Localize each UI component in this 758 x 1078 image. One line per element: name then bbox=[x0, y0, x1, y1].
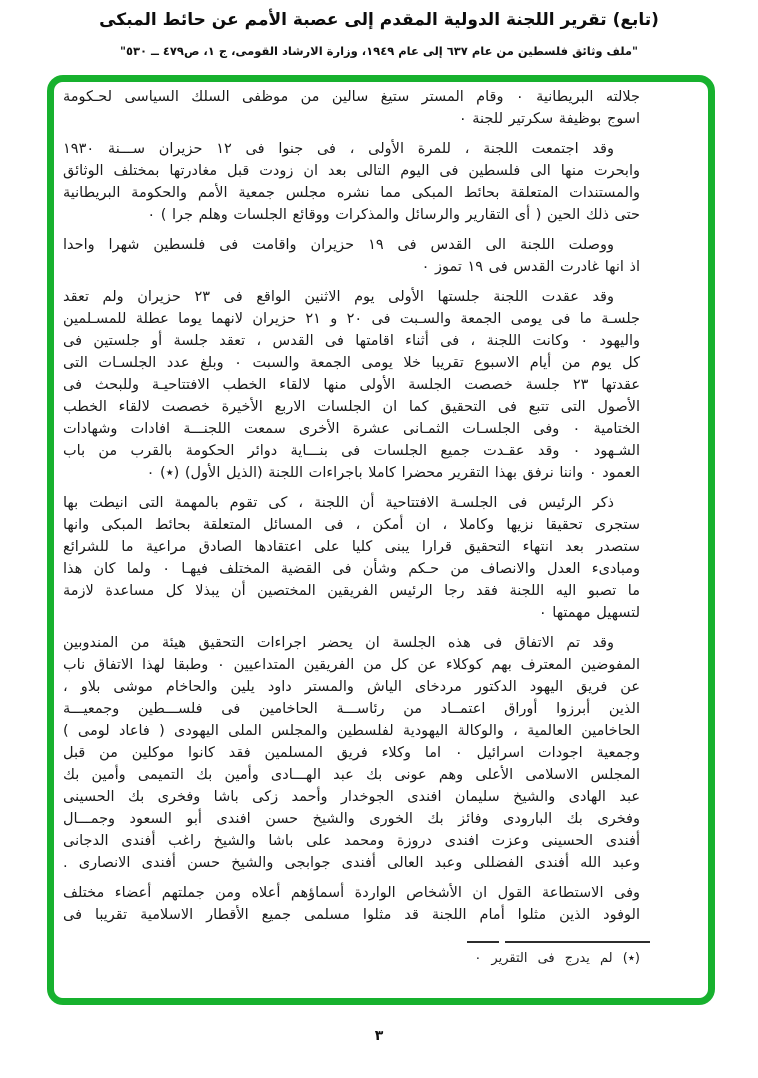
paragraph bbox=[63, 234, 640, 278]
text-line: واليهود ٠ وكانت اللجنة ، فى أثناء اقامتها فى القدس ، تعقد جلسة أو جلستين فى bbox=[63, 333, 640, 349]
text-line: عن فريق اليهود الدكتور مردخاى الياش والمستر داود يلين والحاخام موشى بلاو ، bbox=[63, 679, 640, 695]
text-line: وفى الاستطاعة القول ان الأشخاص الواردة أسماؤهم أعلاه ومن جملتهم أعضاء مختلف bbox=[63, 885, 640, 901]
text-line: المفوضين المعترف بهم كوكلاء عن كل من الفريقين المتداعيين ٠ وطبقا لهذا الاتفاق ناب bbox=[63, 657, 640, 673]
paragraph bbox=[63, 882, 640, 926]
text-line: الختامية ٠ وفى الجلسـات الثمـانى عشرة الأخرى سمعت اللجنـــة افادات وشهادات bbox=[63, 421, 640, 437]
text-line: الشـهود ٠ وقد عقـدت جميع الجلسات فى بنـــاية دوائر الحكومة بالقرب من باب bbox=[63, 443, 641, 459]
text-line: ووصلت اللجنة الى القدس فى ١٩ حزيران واقامت فى فلسطين شهرا واحدا bbox=[63, 237, 614, 253]
source-citation: "ملف وثائق فلسطين من عام ٦٣٧ إلى عام ١٩٤٩، وزارة الارشاد القومى، ج ١، ص٤٧٩ ــ ٥٣٠" bbox=[119, 44, 639, 58]
text-line: وقد عقدت اللجنة جلستها الأولى يوم الاثنين الواقع فى ٢٣ حزيران ولم تعقد bbox=[63, 289, 614, 305]
text-line: وجمعية اجودات اسرائيل ٠ اما وكلاء فريق المسلمين فقد كانوا موكلين من قبل bbox=[63, 745, 640, 761]
document-body bbox=[63, 86, 640, 926]
text-line: ستجرى تحقيقا نزيها وكاملا ، ان أمكن ، فى المسائل المتعلقة بحائط المبكى وانها bbox=[63, 517, 640, 533]
footnote-text: (٭) لم يدرج فى التقرير ٠ bbox=[474, 951, 640, 966]
paragraph bbox=[63, 632, 640, 874]
text-line: وقد تم الاتفاق فى هذه الجلسة ان يحضر اجراءات التحقيق هيئة من المندوبين bbox=[63, 635, 614, 651]
paragraph bbox=[63, 286, 640, 484]
page-number: ٣ bbox=[374, 1028, 384, 1044]
footnote-separator-segment bbox=[467, 941, 499, 943]
text-line: ومبادىء العدل والانصاف من حـكم وشأن فى القضية المختلف فيهـا ٠ ولما كان هذا bbox=[63, 561, 640, 577]
text-line: وعبد الله أفندى الفضللى وعبد العالى أفندى جوابجى والشيخ حسن أفندى الانصارى . bbox=[63, 855, 640, 871]
text-line: الذين أبرزوا أوراق اعتمــاد من رئاســـة الحاخامين فى فلســـطين وجمعيـــة bbox=[63, 701, 640, 717]
text-line: عقدتها ٢٣ جلسة خصصت الجلسة الأولى منها لالقاء الخطب الافتتاحيـة وللبحث فى bbox=[63, 377, 640, 393]
footnote-separator-segment bbox=[505, 941, 650, 943]
text-line: العمود ٠ واننا نرفق بهذا التقرير محضرا كاملا باجراءات اللجنة (الذيل الأول) (٭) ٠ bbox=[146, 465, 640, 481]
text-line: ما تصبو اليه اللجنة فقد رجا الرئيس الفريقين المختصين أن يبذلا كل مساعدة لازمة bbox=[63, 583, 640, 599]
text-line: والمستندات المتعلقة بحائط المبكى مما نشره مجلس جمعية الأمم والحكومة البريطانية bbox=[63, 185, 640, 201]
text-line: وابحرت منها الى فلسطين فى اليوم التالى بعد ان زودت قبل مغادرتها بمختلف الوثائق bbox=[63, 163, 640, 179]
paragraph bbox=[63, 86, 640, 130]
text-line: وفخرى بك البارودى وفائز بك الخورى والشيخ حسن افندى أبو السعود وجمـــال bbox=[63, 811, 640, 827]
text-line: اذ انها غادرت القدس فى ١٩ تموز ٠ bbox=[421, 259, 640, 275]
text-line: ستصدر بعد انتهاء التحقيق قرارا يبنى كليا على اعتقادها الصادق مراعية ما للشرائع bbox=[63, 539, 640, 555]
text-line: الأصول التى تتبع فى التحقيق كما ان الجلسات الاربع الأخيرة خصصت لالقاء الخطب bbox=[63, 399, 640, 415]
text-line: أفندى الحسينى وعزت افندى دروزة ومحمد على باشا والشيخ راغب أفندى الدجانى bbox=[63, 833, 640, 849]
text-line: وقد اجتمعت اللجنة ، للمرة الأولى ، فى جنوا فى ١٢ حزيران ســـنة ١٩٣٠ bbox=[63, 141, 614, 157]
text-line: ذكر الرئيس فى الجلسـة الافتتاحية أن اللجنة ، كى تقوم بالمهمة التى انيطت بها bbox=[63, 495, 614, 511]
text-line: لتسهيل مهمتها ٠ bbox=[538, 605, 640, 621]
text-line: كل يوم من أيام الاسبوع تقريبا خلا يومى الجمعة والسبت ٠ وبلغ عدد الجلسـات التى bbox=[63, 355, 640, 371]
page-title: (تابع) تقرير اللجنة الدولية المقدم إلى عصبة الأمم عن حائط المبكى bbox=[99, 10, 659, 30]
text-line: جلسـة ما فى يومى الجمعة والسـبت فى ٢٠ و ٢١ حزيران لانهما يوما عطلة للمسـلمين bbox=[63, 311, 640, 327]
text-line: المجلس الاسلامى الأعلى وهم عونى بك عبد الهـــادى وأمين بك التميمى وأمين بك bbox=[63, 767, 640, 783]
text-line: الوفود الذين مثلوا أمام اللجنة قد مثلوا مسلمى جميع الأقطار الاسلامية تقريبا فى bbox=[63, 907, 640, 923]
footnote-separator bbox=[467, 941, 650, 943]
text-line: عبد الهادى والشيخ سليمان افندى الجوخدار وأحمد زكى باشا وفخرى بك الحسينى bbox=[63, 789, 640, 805]
text-line: جلالته البريطانية ٠ وقام المستر ستيغ سالين من موظفى السلك السياسى لحـكومة bbox=[63, 89, 641, 105]
paragraph bbox=[63, 492, 640, 624]
text-line: حتى ذلك الحين ( أى التقارير والرسائل والمذكرات ووقائع الجلسات وهلم جرا ) ٠ bbox=[147, 207, 640, 223]
text-line: الحاخامين العالمية ، والوكالة اليهودية لفلسطين والمجلس الملى اليهودى ( فاعاد لومى ) bbox=[63, 723, 640, 739]
paragraph bbox=[63, 138, 640, 226]
text-line: اسوج بوظيفة سكرتير للجنة ٠ bbox=[458, 111, 640, 127]
